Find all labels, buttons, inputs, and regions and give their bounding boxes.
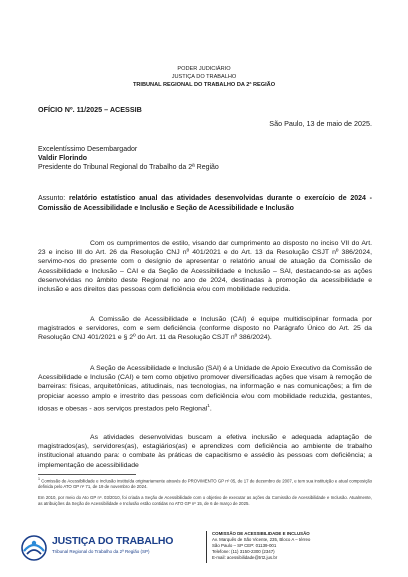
paragraph-2-text: A Comissão de Acessibilidade e Inclusão (CAI) é equipe multidisciplinar formada por magistrados e servidores, com e sem deficiência (conforme disposto no Parágrafo Único do Art. 25 da Resolução CNJ 401/2021 e § 2º do Art. 11 da Resolução CSJT nº 386/2024).	[38, 316, 372, 342]
footnote-marker: 1	[38, 477, 40, 481]
header-line-justice: JUSTIÇA DO TRABALHO	[171, 74, 237, 80]
paragraph-1	[38, 239, 372, 294]
footer-address-1: Av. Marquês de São Vicente, 235, Bloco A – térreo	[212, 537, 311, 542]
footer-divider	[206, 531, 207, 563]
footnote-1	[38, 477, 372, 490]
paragraph-4-text: As atividades desenvolvidas buscam a efetiva inclusão e adequada adaptação de magistrados(as), servidores(as), estagiários(as) e aprendizes com deficiência ao ambiente de trabalho institucional atuando para: o combate às práticas de capacitismo e assédio às pessoas com deficiência; a implementação de acessibilidade	[38, 434, 372, 469]
subject-label: Assunto:	[38, 195, 69, 202]
paragraph-2	[38, 315, 372, 343]
recipient-title: Presidente do Tribunal Regional do Trabalho da 2ª Região	[38, 164, 219, 171]
footer-email[interactable]: E-mail: acessibilidade@trt2.jus.br	[212, 555, 278, 560]
footer-dept: COMISSÃO DE ACESSIBILIDADE E INCLUSÃO	[212, 531, 310, 536]
logo-emblem-icon	[22, 536, 46, 560]
paragraph-1-text: Com os cumprimentos de estilo, visando dar cumprimento ao disposto no inciso VII do Art. 23 e inciso III do Art. 26 da Resolução CNJ nº 401/2021 e do Art. 13 da Resolução CSJT nº 386/2024, servimo-nos do presente com o desígnio de apresentar o relatório anual de atuação da Comissão de Acessibilidade e Inclusão – CAI e da Seção de Acessibilidade e Inclusão – SAI, destacando-se as ações desenvolvidas no âmbito deste Regional no ano de 2024, destinadas à promoção da acessibilidade e inclusão e aos direitos das pessoas com deficiência e/ou com mobilidade reduzida.	[38, 240, 372, 294]
header-line-judiciary: PODER JUDICIÁRIO	[177, 66, 231, 72]
footnote-1-text: Comissão de Acessibilidade e Inclusão instituída originariamente através do PROVIMENTO GP nº 05, de 17 de dezembro de 2007, e tem sua instituição e atual composição definida pelo ATO GP nº 71, de 19 de novembro de 2024.	[38, 478, 372, 490]
footnote-divider	[38, 474, 136, 475]
salutation: Excelentíssimo Desembargador	[38, 146, 138, 153]
footer-address-2: São Paulo – SP CEP: 01139-001	[212, 543, 277, 548]
footer-phone: Telefone: (11) 3150-2300 (2347)	[212, 549, 275, 554]
letter-number: OFÍCIO Nº. 11/2025 – ACESSIB	[38, 105, 142, 114]
logo-subtitle: Tribunal Regional do Trabalho da 2ª Região (SP)	[52, 549, 150, 554]
logo-text: JUSTIÇA DO TRABALHO	[52, 535, 174, 547]
letter-date: São Paulo, 13 de maio de 2025.	[269, 119, 372, 128]
header-line-tribunal: TRIBUNAL REGIONAL DO TRABALHO DA 2ª REGIÃO	[132, 82, 276, 88]
footnote-ref: 1	[207, 402, 210, 408]
paragraph-3-text: A Seção de Acessibilidade e Inclusão (SAI) é a Unidade de Apoio Executivo da Comissão de Acessibilidade e Inclusão (CAI) e tem como objetivo promover diversificadas ações que visam à remoção de barreiras: físicas, arquitetônicas, atitudinais, nas tecnologias, na informação e nas comunicações; a fim de propiciar acesso amplo e irrestrito das pessoas com deficiência e/ou com mobilidade reduzida, gestantes, idosas e obesas - aos serviços prestados pelo Regional	[38, 365, 372, 413]
paragraph-3	[38, 364, 372, 413]
recipient-name: Valdir Florindo	[38, 155, 88, 162]
footnote-2: Em 2010, por meio do Ato GP nº. 03/2010, foi criada a Seção de Acessibilidade com o objetivo de executar as ações da Comissão de Acessibilidade e Inclusão. Atualmente, as atribuições da Seção de Acessibilidade e Inclusão estão contidas no ATO GP nº 15, de 6 de março de 2025.	[38, 495, 372, 506]
paragraph-4	[38, 433, 372, 470]
subject-text: relatório estatístico anual das atividades desenvolvidas durante o exercício de 2024 - Comissão de Acessibilidade e Inclusão e Seção de Acessibilidade e Inclusão	[38, 195, 372, 212]
paragraph-3-end: .	[209, 405, 212, 413]
subject	[38, 194, 372, 213]
